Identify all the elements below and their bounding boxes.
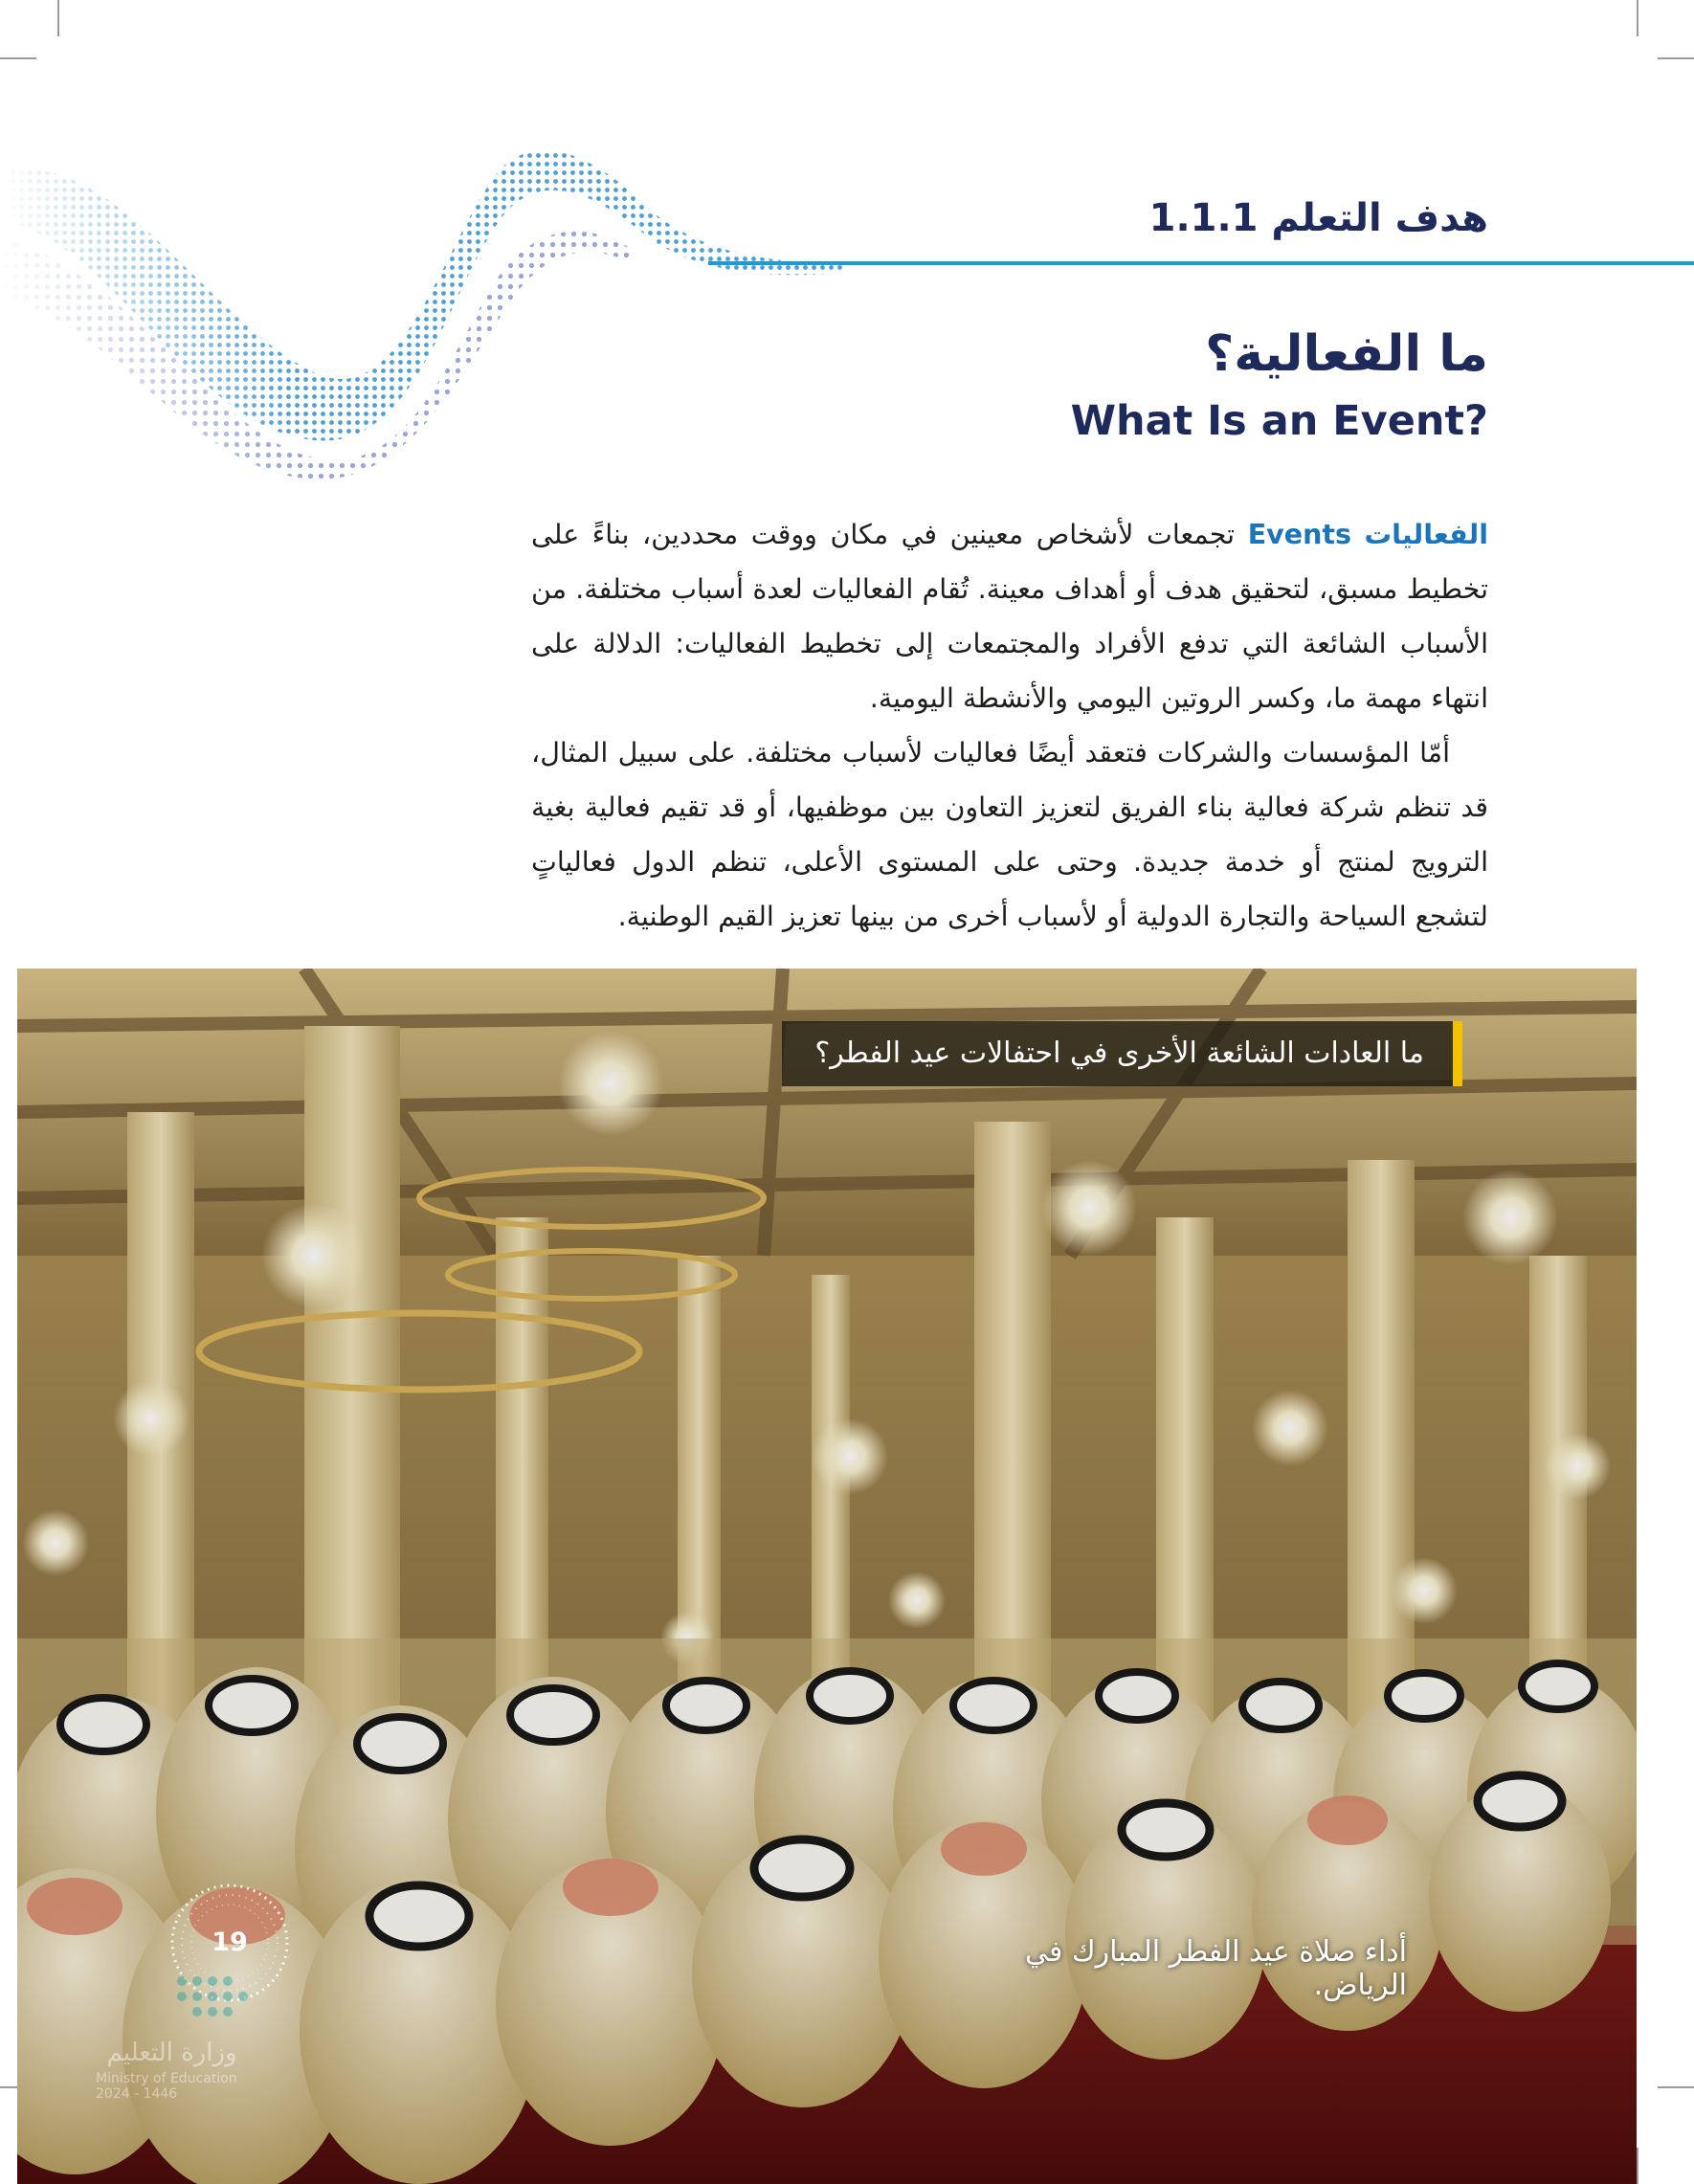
crop-mark: [1637, 0, 1638, 36]
crop-mark: [57, 0, 59, 36]
body-text: [531, 507, 1488, 944]
goal-divider-line: [708, 261, 1694, 265]
edition-year: 2024 - 1446: [96, 2086, 178, 2102]
term-english: Events: [1247, 519, 1351, 550]
term-arabic: الفعاليات: [1364, 519, 1488, 550]
page-title-arabic: ما الفعالية؟: [1205, 325, 1488, 383]
ministry-name-arabic: وزارة التعليم: [106, 2039, 237, 2067]
paragraph-1: [531, 507, 1488, 725]
ministry-name-english: Ministry of Education: [96, 2071, 237, 2086]
crop-mark: [1637, 2148, 1638, 2184]
page-title-english: What Is an Event?: [1070, 397, 1488, 445]
photo-caption: أداء صلاة عيد الفطر المبارك في الرياض.: [1025, 1935, 1407, 2002]
crop-mark: [1658, 2086, 1694, 2088]
learning-goal-label: هدف التعلم 1.1.1: [1148, 196, 1488, 240]
ministry-logo-icon: [172, 1972, 278, 2029]
paragraph-1-text: تجمعات لأشخاص معينين في مكان ووقت محددين، بناءً على تخطيط مسبق، لتحقيق هدف أو أهداف معينة. تُقام الفعاليات لعدة أسباب مختلفة. من الأسباب الشائعة التي تدفع الأفراد والمجتمعات إلى تخطيط الفعاليات: الدلالة على انتهاء مهمة ما، وكسر الروتين اليومي والأنشطة اليومية.: [531, 519, 1488, 714]
crop-mark: [1658, 57, 1694, 59]
dotted-wave-decoration: [0, 134, 842, 488]
discussion-question-box: ما العادات الشائعة الأخرى في احتفالات عيد الفطر؟: [782, 1021, 1462, 1086]
crop-mark: [0, 57, 36, 59]
paragraph-2: أمّا المؤسسات والشركات فتعقد أيضًا فعاليات لأسباب مختلفة. على سبيل المثال، قد تنظم شركة فعالية بناء الفريق لتعزيز التعاون بين موظفيها، أو قد تقيم فعالية بغية الترويج لمنتج أو خدمة جديدة. وحتى على المستوى الأعلى، تنظم الدول فعالياتٍ لتشجع السياحة والتجارة الدولية أو لأسباب أخرى من بينها تعزيز القيم الوطنية.: [531, 737, 1488, 932]
page-number: 19: [212, 1928, 248, 1957]
ministry-watermark: [96, 2039, 237, 2102]
